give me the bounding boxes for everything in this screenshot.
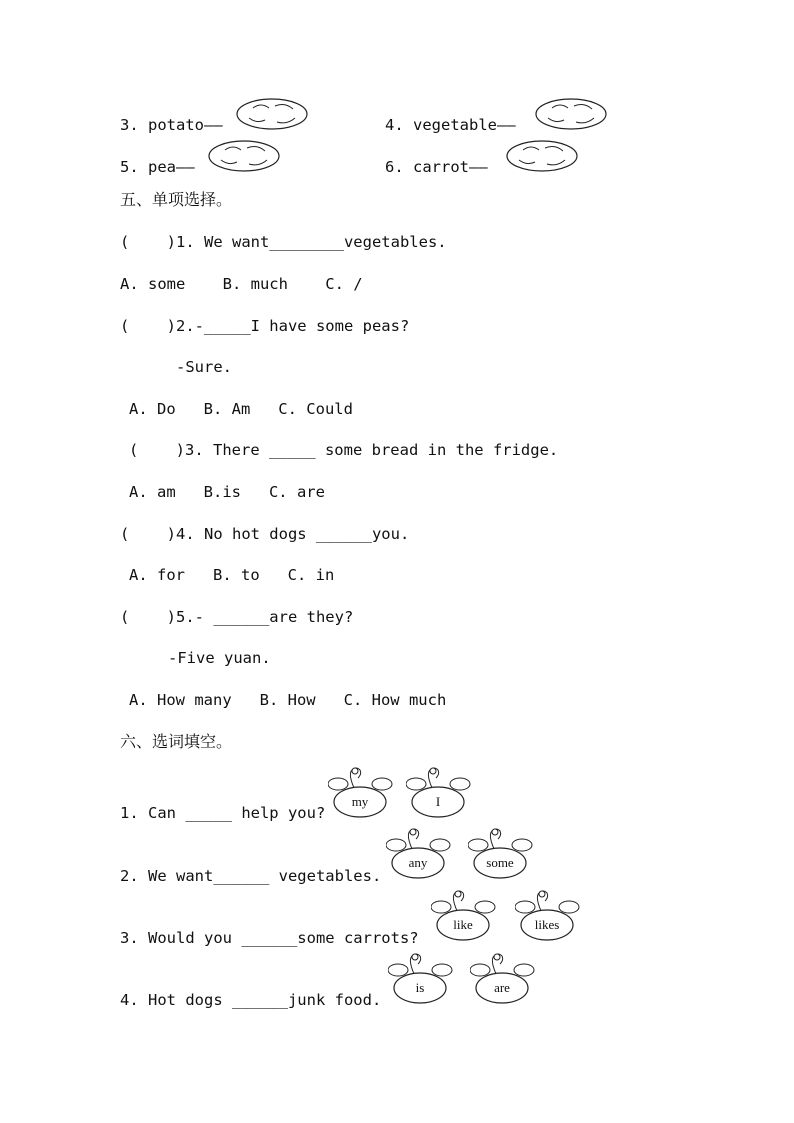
- match-item-potato: 3. potato——: [120, 116, 223, 134]
- choice-word: my: [351, 794, 369, 809]
- bird-choice-icon: [328, 766, 394, 820]
- bird-choice-icon: [515, 889, 581, 943]
- bird-choice-icon: [386, 827, 452, 881]
- question-stem: ( )1. We want________vegetables.: [120, 233, 447, 251]
- bird-choice-icon: [470, 952, 536, 1006]
- food-oval: [505, 140, 581, 174]
- choice-word: are: [494, 980, 510, 995]
- match-item-vegetable: 4. vegetable——: [385, 116, 516, 134]
- choice-word: I: [435, 794, 441, 809]
- fill-item: 4. Hot dogs ______junk food.: [120, 991, 382, 1009]
- section-title: 五、单项选择。: [120, 190, 233, 209]
- bird-choice-icon: [388, 952, 454, 1006]
- question-options: A. for B. to C. in: [129, 566, 335, 584]
- question-options: A. am B.is C. are: [129, 483, 325, 501]
- food-oval: [207, 140, 283, 174]
- choice-word: likes: [534, 917, 560, 932]
- question-stem: ( )4. No hot dogs ______you.: [120, 525, 410, 543]
- fill-item: 2. We want______ vegetables.: [120, 867, 382, 885]
- choice-word: like: [453, 917, 473, 932]
- bird-choice-icon: [406, 766, 472, 820]
- choice-word: is: [415, 980, 425, 995]
- question-reply: -Sure.: [176, 358, 232, 376]
- food-oval: [235, 98, 311, 132]
- match-item-pea: 5. pea——: [120, 158, 195, 176]
- question-stem: ( )2.-_____I have some peas?: [120, 317, 410, 335]
- fill-item: 3. Would you ______some carrots?: [120, 929, 419, 947]
- question-reply: -Five yuan.: [168, 649, 271, 667]
- choice-word: any: [408, 855, 428, 870]
- food-oval: [534, 98, 610, 132]
- bird-choice-icon: [468, 827, 534, 881]
- question-stem: ( )3. There _____ some bread in the fridge.: [129, 441, 559, 459]
- match-item-carrot: 6. carrot——: [385, 158, 488, 176]
- question-stem: ( )5.- ______are they?: [120, 608, 354, 626]
- question-options: A. How many B. How C. How much: [129, 691, 447, 709]
- fill-item: 1. Can _____ help you?: [120, 804, 326, 822]
- choice-word: some: [486, 855, 514, 870]
- question-options: A. some B. much C. /: [120, 275, 363, 293]
- question-options: A. Do B. Am C. Could: [129, 400, 353, 418]
- bird-choice-icon: [431, 889, 497, 943]
- section-title: 六、选词填空。: [120, 732, 233, 751]
